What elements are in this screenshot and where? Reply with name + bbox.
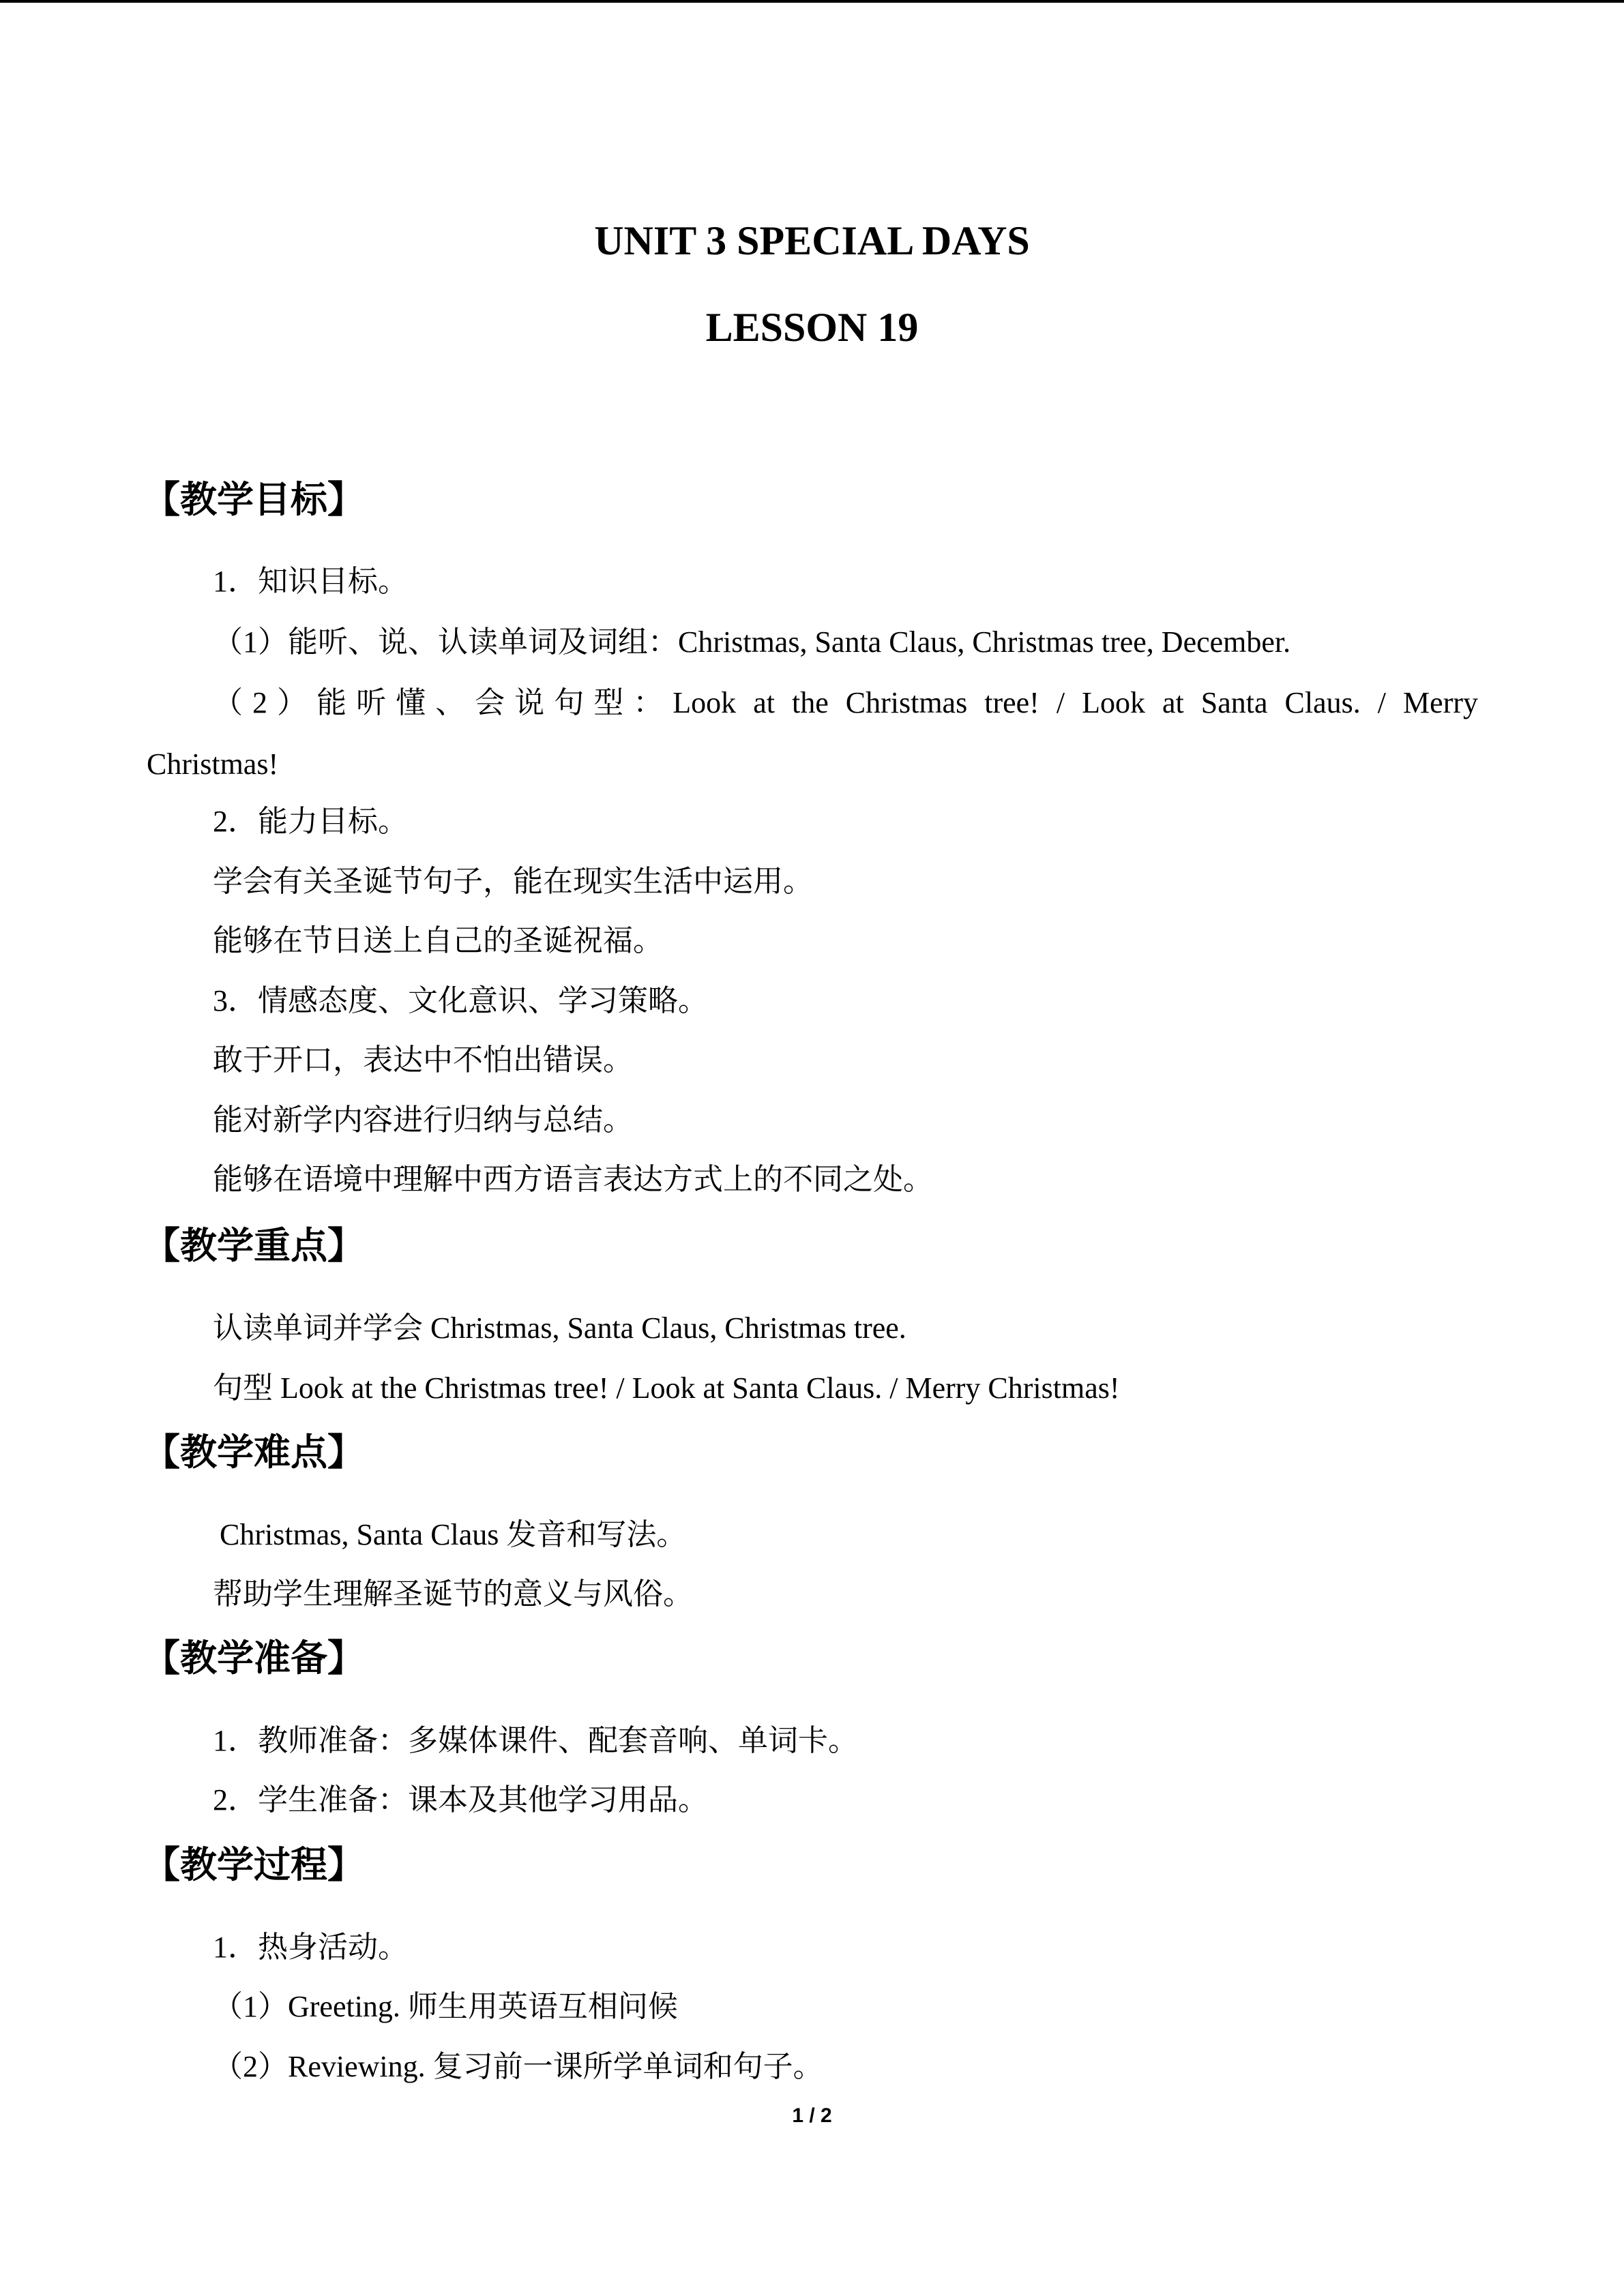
section-heading-objectives: 【教学目标】: [143, 478, 364, 521]
page-top-border: [0, 0, 1624, 3]
process-line: （2）Reviewing. 复习前一课所学单词和句子。: [213, 2050, 823, 2083]
lesson-title: LESSON 19: [705, 305, 919, 350]
section-heading-preparation: 【教学准备】: [143, 1637, 364, 1680]
objective-line: 2．能力目标。: [213, 805, 408, 838]
section-heading-key-points: 【教学重点】: [143, 1224, 364, 1267]
difficulty-line: Christmas, Santa Claus 发音和写法。: [220, 1518, 687, 1551]
objective-line: （1）能听、说、认读单词及词组：Christmas, Santa Claus, Christmas tree, December.: [213, 625, 1291, 659]
objective-line: 1．知识目标。: [213, 565, 408, 598]
objective-line: 敢于开口，表达中不怕出错误。: [213, 1043, 633, 1077]
objective-line: 3．情感态度、文化意识、学习策略。: [213, 984, 708, 1017]
objective-line: 能够在语境中理解中西方语言表达方式上的不同之处。: [213, 1163, 933, 1196]
objective-line: 学会有关圣诞节句子，能在现实生活中运用。: [213, 865, 813, 898]
key-point-line: 认读单词并学会 Christmas, Santa Claus, Christmas tree.: [213, 1311, 906, 1345]
preparation-line: 2．学生准备：课本及其他学习用品。: [213, 1783, 708, 1817]
section-heading-difficulties: 【教学难点】: [143, 1431, 364, 1474]
process-line: （1）Greeting. 师生用英语互相问候: [213, 1990, 678, 2023]
difficulty-line: 帮助学生理解圣诞节的意义与风俗。: [213, 1577, 693, 1611]
objective-line: Christmas!: [147, 747, 279, 781]
preparation-line: 1．教师准备：多媒体课件、配套音响、单词卡。: [213, 1724, 858, 1757]
key-point-line: 句型 Look at the Christmas tree! / Look at Santa Claus. / Merry Christmas!: [213, 1371, 1120, 1405]
objective-line: （2）能听懂、会说句型：Look at the Christmas tree! / Look at Santa Claus. / Merry: [213, 686, 1478, 719]
process-line: 1．热身活动。: [213, 1930, 408, 1964]
unit-title: UNIT 3 SPECIAL DAYS: [594, 218, 1030, 263]
section-heading-process: 【教学过程】: [143, 1843, 364, 1886]
objective-line: 能够在节日送上自己的圣诞祝福。: [213, 924, 663, 957]
objective-line: 能对新学内容进行归纳与总结。: [213, 1103, 633, 1137]
page-number: 1 / 2: [792, 2104, 832, 2127]
